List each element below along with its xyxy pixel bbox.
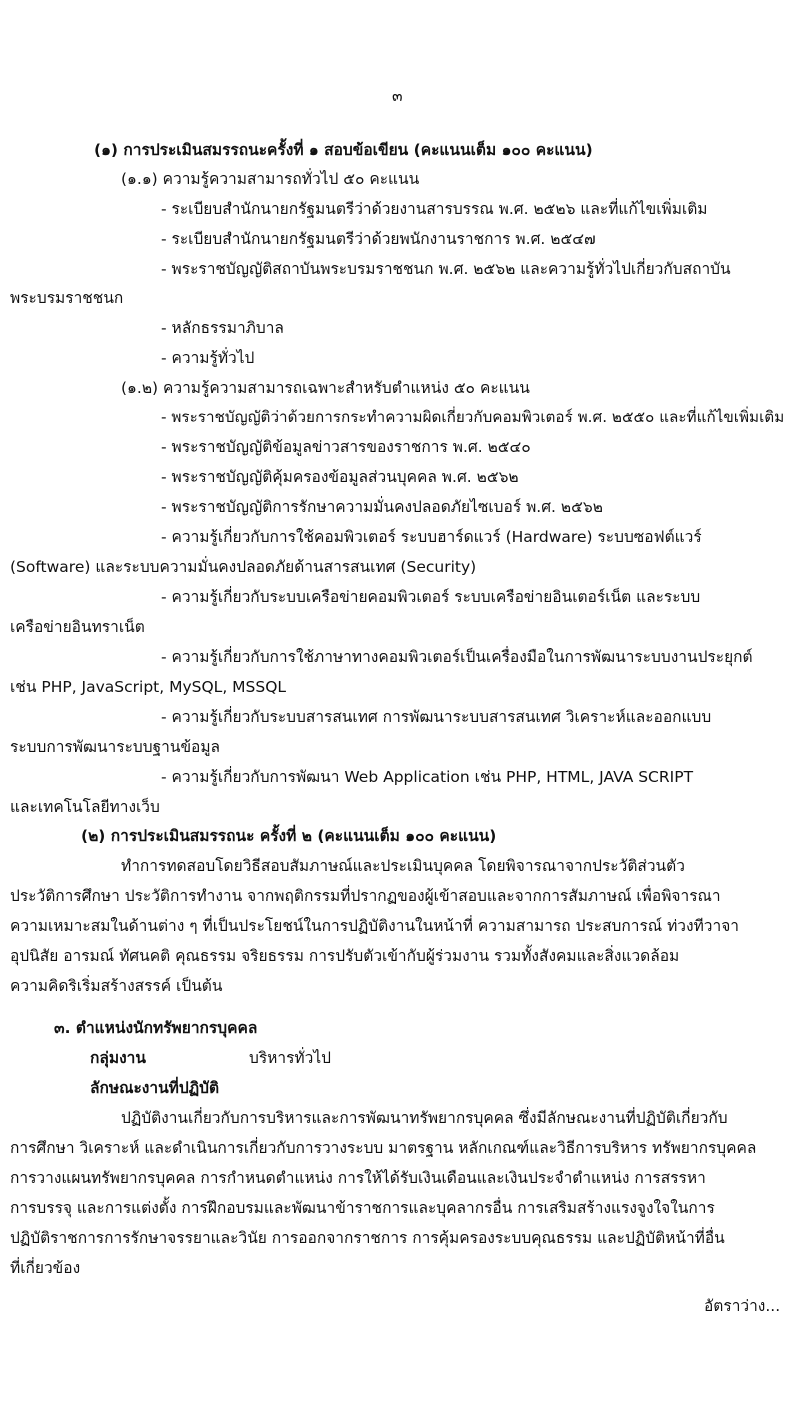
sub2-item: - ความรู้เกี่ยวกับการใช้ภาษาทางคอมพิวเตอร์เป็นเครื่องมือในการพัฒนาระบบงานประยุกต์ <box>161 648 753 666</box>
group-value: บริหารทั่วไป <box>249 1049 331 1067</box>
sub2-title: (๑.๒) ความรู้ความสามารถเฉพาะสำหรับตำแหน่ง ๕๐ คะแนน <box>121 379 530 397</box>
sub2-item: - พระราชบัญญัติข้อมูลข่าวสารของราชการ พ.ศ. ๒๕๔๐ <box>161 438 531 456</box>
section3-line: ปฏิบัติงานเกี่ยวกับการบริหารและการพัฒนาทรัพยากรบุคคล ซึ่งมีลักษณะงานที่ปฏิบัติเกี่ยวกับ <box>121 1109 728 1127</box>
section2-line: ความคิดริเริ่มสร้างสรรค์ เป็นต้น <box>10 977 223 995</box>
section3-line: การวางแผนทรัพยากรบุคคล การกำหนดตำแหน่ง การให้ได้รับเงินเดือนและเงินประจำตำแหน่ง การสรรหา <box>10 1169 706 1187</box>
sub1-item: - ระเบียบสำนักนายกรัฐมนตรีว่าด้วยพนักงานราชการ พ.ศ. ๒๕๔๗ <box>161 230 596 248</box>
group-label: กลุ่มงาน <box>90 1049 146 1067</box>
section2-line: ประวัติการศึกษา ประวัติการทำงาน จากพฤติกรรมที่ปรากฏของผู้เข้าสอบและจากการสัมภาษณ์ เพื่อพิจารณา <box>10 887 721 905</box>
sub2-item: - พระราชบัญญัติการรักษาความมั่นคงปลอดภัยไซเบอร์ พ.ศ. ๒๕๖๒ <box>161 498 603 516</box>
section3-line: การบรรจุ และการแต่งตั้ง การฝึกอบรมและพัฒนาข้าราชการและบุคลากรอื่น การเสริมสร้างแรงจูงใจในการ <box>10 1199 715 1217</box>
sub2-item: - พระราชบัญญัติว่าด้วยการกระทำความผิดเกี่ยวกับคอมพิวเตอร์ พ.ศ. ๒๕๕๐ และที่แก้ไขเพิ่มเติม <box>161 408 785 426</box>
sub1-item: - พระราชบัญญัติสถาบันพระบรมราชชนก พ.ศ. ๒๕๖๒ และความรู้ทั่วไปเกี่ยวกับสถาบัน <box>161 260 731 278</box>
section2-line: ความเหมาะสมในด้านต่าง ๆ ที่เป็นประโยชน์ในการปฏิบัติงานในหน้าที่ ความสามารถ ประสบการณ์ ท่วงทีวาจา <box>10 917 739 935</box>
section2-heading: (๒) การประเมินสมรรถนะ ครั้งที่ ๒ (คะแนนเต็ม ๑๐๐ คะแนน) <box>81 827 497 845</box>
sub2-item-continuation: (Software) และระบบความมั่นคงปลอดภัยด้านสารสนเทศ (Security) <box>10 558 477 576</box>
sub2-item: - ความรู้เกี่ยวกับการใช้คอมพิวเตอร์ ระบบฮาร์ดแวร์ (Hardware) ระบบซอฟต์แวร์ <box>161 528 702 546</box>
sub1-item: - ความรู้ทั่วไป <box>161 349 255 367</box>
sub2-item-continuation: เช่น PHP, JavaScript, MySQL, MSSQL <box>10 678 287 696</box>
section2-line: อุปนิสัย อารมณ์ ทัศนคติ คุณธรรม จริยธรรม การปรับตัวเข้ากับผู้ร่วมงาน รวมทั้งสังคมและสิ่งแวดล้อม <box>10 947 680 965</box>
sub1-title: (๑.๑) ความรู้ความสามารถทั่วไป ๕๐ คะแนน <box>121 170 420 188</box>
section1-heading: (๑) การประเมินสมรรถนะครั้งที่ ๑ สอบข้อเขียน (คะแนนเต็ม ๑๐๐ คะแนน) <box>94 141 593 159</box>
section3-line: ที่เกี่ยวข้อง <box>10 1259 81 1277</box>
sub2-item: - ความรู้เกี่ยวกับการพัฒนา Web Application เช่น PHP, HTML, JAVA SCRIPT <box>161 768 694 786</box>
sub2-item-continuation: ระบบการพัฒนาระบบฐานข้อมูล <box>10 738 221 756</box>
sub2-item-continuation: และเทคโนโลยีทางเว็บ <box>10 798 160 816</box>
duty-heading: ลักษณะงานที่ปฏิบัติ <box>90 1079 220 1097</box>
section2-line: ทำการทดสอบโดยวิธีสอบสัมภาษณ์และประเมินบุคคล โดยพิจารณาจากประวัติส่วนตัว <box>121 857 685 875</box>
page-number: ๓ <box>392 87 403 105</box>
sub1-item: - ระเบียบสำนักนายกรัฐมนตรีว่าด้วยงานสารบรรณ พ.ศ. ๒๕๒๖ และที่แก้ไขเพิ่มเติม <box>161 200 708 218</box>
sub2-item: - ความรู้เกี่ยวกับระบบสารสนเทศ การพัฒนาระบบสารสนเทศ วิเคราะห์และออกแบบ <box>161 708 712 726</box>
sub2-item: - ความรู้เกี่ยวกับระบบเครือข่ายคอมพิวเตอร์ ระบบเครือข่ายอินเตอร์เน็ต และระบบ <box>161 588 701 606</box>
sub1-item: - หลักธรรมาภิบาล <box>161 319 284 337</box>
sub2-item-continuation: เครือข่ายอินทราเน็ต <box>10 618 145 636</box>
sub1-item-continuation: พระบรมราชชนก <box>10 289 124 307</box>
section3-heading: ๓. ตำแหน่งนักทรัพยากรบุคคล <box>54 1019 258 1037</box>
section3-line: การศึกษา วิเคราะห์ และดำเนินการเกี่ยวกับการวางระบบ มาตรฐาน หลักเกณฑ์และวิธีการบริหาร ทรัพยากรบุคคล <box>10 1139 757 1157</box>
sub2-item: - พระราชบัญญัติคุ้มครองข้อมูลส่วนบุคคล พ.ศ. ๒๕๖๒ <box>161 468 519 486</box>
section3-line: ปฏิบัติราชการการรักษาจรรยาและวินัย การออกจากราชการ การคุ้มครองระบบคุณธรรม และปฏิบัติหน้าที่อื่น <box>10 1229 725 1247</box>
continue-note: อัตราว่าง... <box>704 1297 781 1315</box>
